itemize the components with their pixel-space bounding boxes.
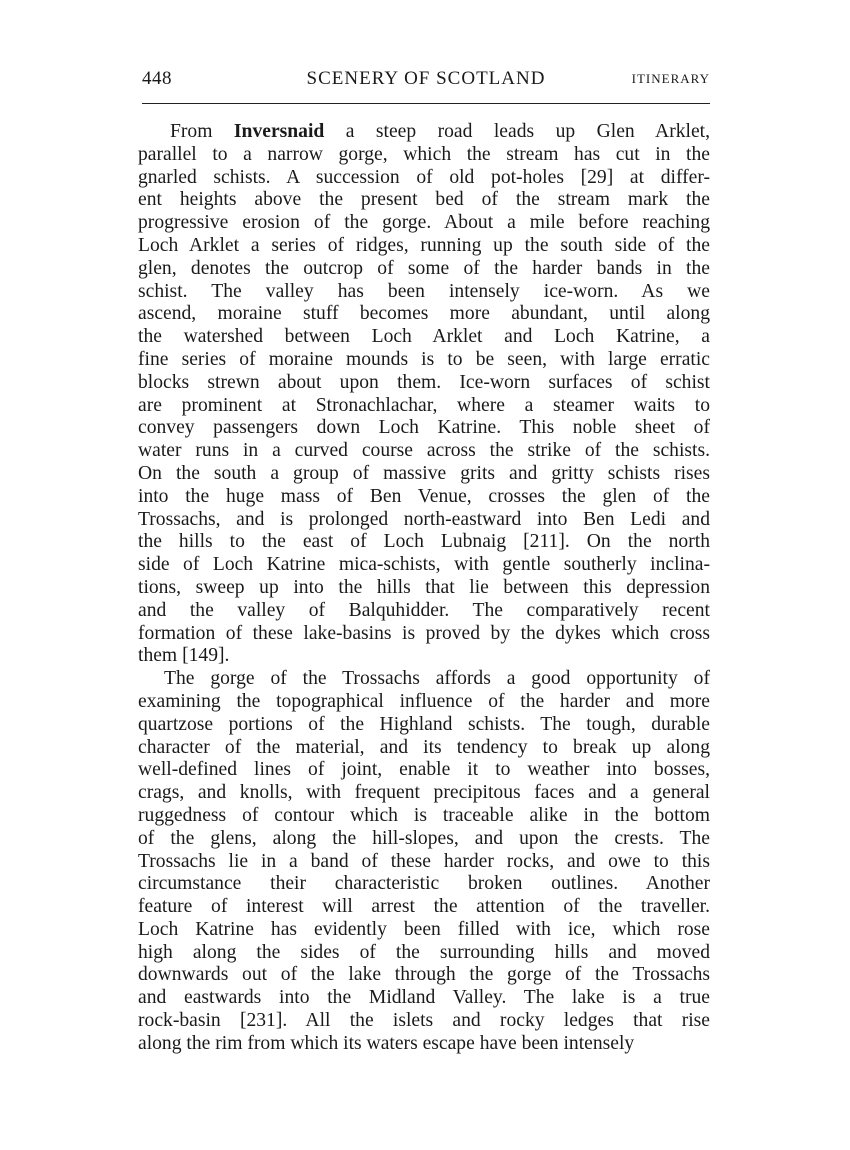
text-line: ruggedness of contour which is traceable alike in the bottom	[138, 804, 710, 826]
text-line: and the valley of Balquhidder. The comparatively recent	[138, 599, 710, 621]
text-line: are prominent at Stronachlachar, where a steamer waits to	[138, 394, 710, 416]
text-line: Trossachs lie in a band of these harder rocks, and owe to this	[138, 850, 710, 872]
page-header	[142, 68, 710, 94]
text-line: The gorge of the Trossachs affords a good opportunity of	[164, 668, 710, 690]
text-line: Loch Arklet a series of ridges, running up the south side of the	[138, 234, 710, 256]
text-line: quartzose portions of the Highland schists. The tough, durable	[138, 713, 710, 735]
text-line: schist. The valley has been intensely ice-worn. As we	[138, 280, 710, 302]
text-line: along the rim from which its waters escape have been intensely	[138, 1032, 635, 1054]
text-line: On the south a group of massive grits and gritty schists rises	[138, 462, 710, 484]
text-line: high along the sides of the surrounding hills and moved	[138, 941, 710, 963]
text-line: tions, sweep up into the hills that lie between this depression	[138, 576, 710, 598]
page-number: 448	[142, 68, 172, 89]
text-line: formation of these lake-basins is proved by the dykes which cross	[138, 622, 710, 644]
section-label: ITINERARY	[631, 71, 710, 86]
header-rule	[142, 103, 710, 104]
text-line: circumstance their characteristic broken outlines. Another	[138, 873, 710, 895]
text-line: ent heights above the present bed of the stream mark the	[138, 189, 710, 211]
text-line: From Inversnaid a steep road leads up Glen Arklet,	[170, 121, 711, 142]
text-line: and eastwards into the Midland Valley. The lake is a true	[138, 987, 710, 1009]
text-line: them [149].	[138, 645, 230, 667]
text-line: water runs in a curved course across the strike of the schists.	[138, 440, 710, 462]
text-line: downwards out of the lake through the gorge of the Trossachs	[138, 964, 710, 986]
text-line: character of the material, and its tendency to break up along	[138, 736, 710, 758]
text-line: side of Loch Katrine mica-schists, with gentle southerly inclina-	[138, 554, 710, 576]
text-line: feature of interest will arrest the attention of the traveller.	[138, 896, 710, 918]
text-line: Loch Katrine has evidently been filled with ice, which rose	[138, 918, 710, 940]
text-line: convey passengers down Loch Katrine. This noble sheet of	[138, 417, 710, 439]
text-line: the watershed between Loch Arklet and Loch Katrine, a	[138, 326, 710, 348]
text-line: the hills to the east of Loch Lubnaig [211]. On the north	[138, 531, 710, 553]
text-line: gnarled schists. A succession of old pot-holes [29] at differ-	[138, 166, 710, 188]
text-line: ascend, moraine stuff becomes more abundant, until along	[138, 303, 710, 325]
text-line: crags, and knolls, with frequent precipitous faces and a general	[138, 782, 710, 804]
paragraph	[138, 121, 710, 668]
text-line: Trossachs, and is prolonged north-eastward into Ben Ledi and	[138, 508, 710, 530]
running-title: SCENERY OF SCOTLAND	[306, 68, 546, 89]
text-line: well-defined lines of joint, enable it to weather into bosses,	[138, 759, 710, 781]
paragraph	[138, 668, 710, 1056]
text-line: into the huge mass of Ben Venue, crosses the glen of the	[138, 485, 710, 507]
text-line: of the glens, along the hill-slopes, and upon the crests. The	[138, 827, 710, 849]
text-line: glen, denotes the outcrop of some of the harder bands in the	[138, 257, 710, 279]
text-line: parallel to a narrow gorge, which the stream has cut in the	[138, 143, 710, 165]
text-line: blocks strewn about upon them. Ice-worn surfaces of schist	[138, 371, 710, 393]
text-line: rock-basin [231]. All the islets and rocky ledges that rise	[138, 1010, 710, 1032]
body-text	[138, 121, 710, 1056]
text-line: progressive erosion of the gorge. About a mile before reaching	[138, 212, 710, 234]
text-line: fine series of moraine mounds is to be seen, with large erratic	[138, 348, 710, 370]
text-line: examining the topographical influence of the harder and more	[138, 690, 710, 712]
